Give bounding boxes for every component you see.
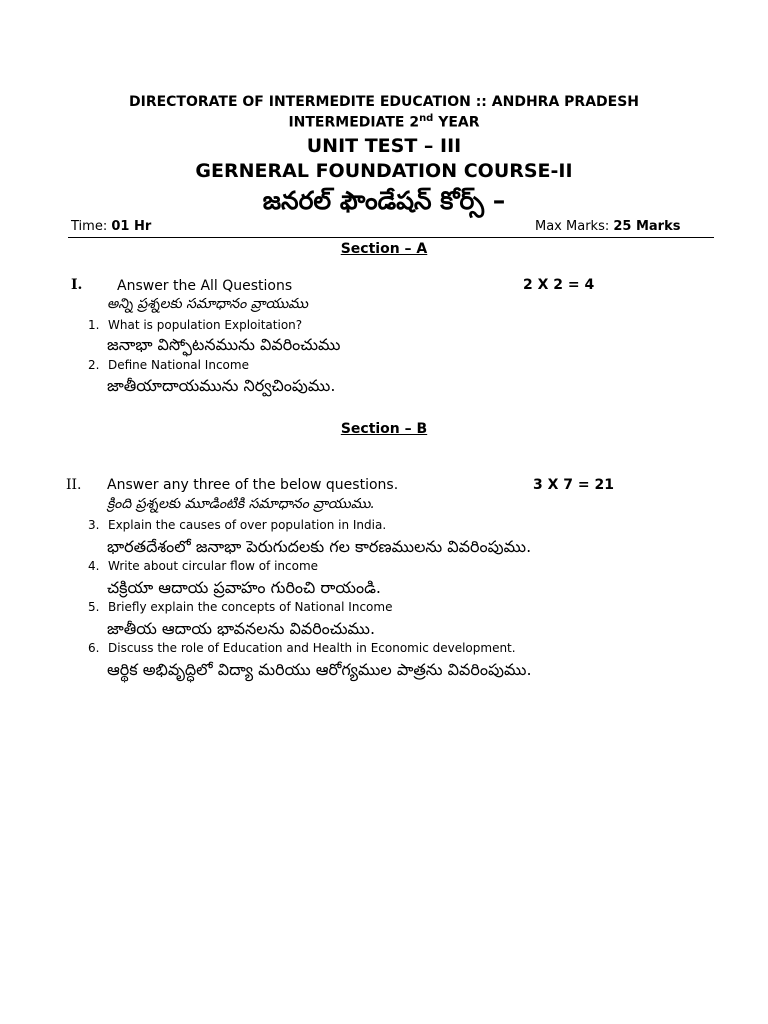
question-number: 4. [88,559,100,573]
question-4 [88,559,318,573]
max-marks [535,219,680,234]
question-text-english: Briefly explain the concepts of National Income [108,600,393,614]
section-b-roman-numeral: II. [66,477,82,493]
question-5-telugu: జాతీయ ఆదాయ భావనలను వివరించుము. [107,619,376,638]
question-text-english: Write about circular flow of income [108,559,319,573]
question-1-telugu: జనాభా విస్ఫోటనమును వివరించుము [107,335,341,354]
time-label: Time: [71,219,112,234]
directorate-heading: DIRECTORATE OF INTERMEDITE EDUCATION :: ANDHRA PRADESH [128,94,640,110]
section-a-instruction-telugu: అన్ని ప్రశ్నలకు సమాధానం వ్రాయుము [107,296,308,312]
section-a-title: Section – A [340,241,428,257]
question-6-telugu: ఆర్థిక అభివృద్ధిలో విద్యా మరియు ఆరోగ్యముల పాత్రను వివరింపుము. [107,660,532,679]
section-b-score: 3 X 7 = 21 [533,477,614,493]
question-number: 2. [88,358,100,372]
marks-label: Max Marks: [535,219,614,234]
question-text-english: What is population Exploitation? [108,318,303,332]
test-title: UNIT TEST – III [306,135,462,157]
section-a-instruction: Answer the All Questions [117,278,293,294]
question-number: 3. [88,518,100,532]
question-1 [88,318,302,332]
question-3 [88,518,386,532]
section-b-instruction: Answer any three of the below questions. [107,477,399,493]
question-number: 6. [88,641,100,655]
section-a-score: 2 X 2 = 4 [523,277,595,293]
question-6 [88,641,516,655]
section-b-instruction-telugu: క్రింది ప్రశ్నలకు మూడింటికి సమాధానం వ్రాయుము. [107,496,375,512]
marks-value: 25 Marks [613,219,681,234]
year-heading-suffix: YEAR [433,114,480,131]
question-text-english: Explain the causes of over population in India. [108,518,387,532]
question-4-telugu: చక్రియా ఆదాయ ప్రవాహం గురించి రాయండి. [107,578,381,597]
section-b-title: Section – B [340,421,428,437]
question-2-telugu: జాతీయాదాయమును నిర్వచింపుము. [107,376,336,395]
header-divider [68,237,714,238]
question-5 [88,600,392,614]
year-heading-prefix: INTERMEDIATE 2 [288,114,420,131]
course-title: GERNERAL FOUNDATION COURSE-II [195,160,573,182]
question-3-telugu: భారతదేశంలో జనాభా పెరుగుదలకు గల కారణములను వివరింపుము. [107,537,532,556]
question-number: 5. [88,600,100,614]
course-title-telugu: జనరల్ ఫౌండేషన్ కోర్స్ – [262,186,506,215]
year-heading-sup: nd [419,113,434,124]
time-value: 01 Hr [111,219,152,234]
section-a-roman-numeral: I. [71,277,83,293]
year-heading [0,113,768,131]
question-number: 1. [88,318,100,332]
question-text-english: Discuss the role of Education and Health in Economic development. [108,641,516,655]
question-2 [88,358,249,372]
question-text-english: Define National Income [108,358,249,372]
time-allowed [71,219,151,234]
